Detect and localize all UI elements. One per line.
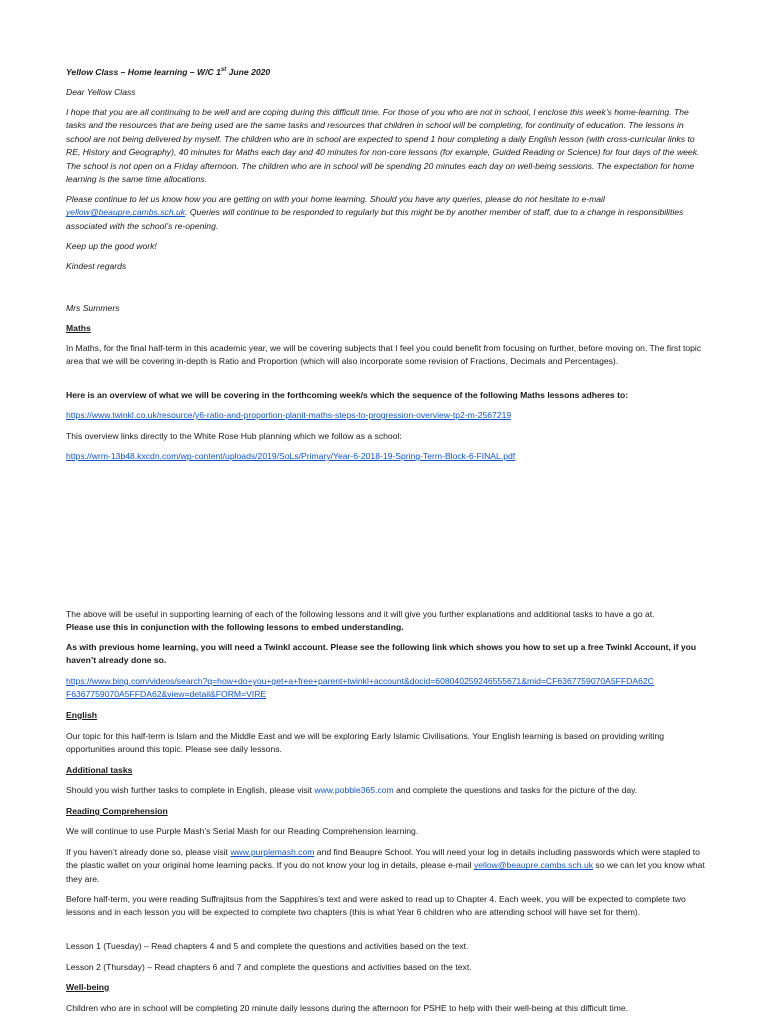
keep-up-line: Keep up the good work! xyxy=(66,241,157,251)
useful-paragraph: The above will be useful in supporting learning of each of the following lessons and it will give you further explanations and additional tasks to have a go at. Please use this in conjunction with the following lessons to embed understanding. xyxy=(66,609,655,633)
reading-heading: Reading Comprehension xyxy=(66,806,168,816)
intro-paragraph: I hope that you are all continuing to be well and are coping during this difficult time. For those of you who are not in school, I enclose this week’s home-learning. The tasks and the resources that are being used are the same tasks and resources that children in school will be completing, for continuity of education. The lessons in school are not being delivered by myself. The children who are in school are expected to spend 1 hour completing a daily English lesson (with cross-curricular links to RE, History and Geography), 40 minutes for Maths each day and 40 minutes for non-core lessons (for example, Guided Reading or Science) for four days of the week. The school is not open on a Friday afternoon. The children who are in school will be spending 20 minutes each day on well-being sessions. The expectation for home learning is the same time allocations. xyxy=(66,107,700,185)
maths-paragraph: In Maths, for the final half-term in this academic year, we will be covering subjects that I feel you could benefit from focusing on further, before moving on. The first topic area that we will be covering in-depth is Ratio and Proportion (which will also incorporate some revision of Fractions, Decimals and Percentages). xyxy=(66,343,702,367)
page-title: Yellow Class – Home learning – W/C 1st June 2020 xyxy=(66,67,271,77)
english-paragraph: Our topic for this half-term is Islam and the Middle East and we will be exploring Early Islamic Civilisations. Your English learning is based on providing writing opportunities around this topic. Please see daily lessons. xyxy=(66,731,665,755)
twinkl-overview-link-row xyxy=(66,409,706,422)
bing-link-row xyxy=(66,675,706,702)
reading-paragraph-2: If you haven’t already done so, please visit www.purplemash.com and find Beaupre School. You will need your log in details including passwords which were stapled to the plastic wallet on your original home learning packs. If you do not know your log in details, please e-mail yellow@beaupre.cambs.sch.uk so we can let you know what they are. xyxy=(66,847,705,884)
bing-video-link[interactable]: https://www.bing.com/videos/search?q=how+do+you+get+a+free+parent+twinkl+account&docid=608040259246555671&mid=CF6367759070A5FFDA62C F6367759070A5FFDA62&view=detail&FORM=VIRE xyxy=(66,676,654,700)
email-link[interactable]: yellow@beaupre.cambs.sch.uk xyxy=(66,207,186,218)
contact-paragraph: Please continue to let us know how you are getting on with your home learning. Should you have any queries, please do not hesitate to e-mail yellow@beaupre.cambs.sch.uk. Queries will continue to be responded to regularly but this might be by another member of staff, due to a change in responsibilities associated with the school’s re-opening. xyxy=(66,194,684,231)
greeting: Dear Yellow Class xyxy=(66,87,136,97)
maths-overview-text: Here is an overview of what we will be covering in the forthcoming week/s which the sequence of the following Maths lessons adheres to: xyxy=(66,390,629,400)
purplemash-link[interactable]: www.purplemash.com xyxy=(230,847,315,857)
twinkl-overview-link[interactable]: https://www.twinkl.co.uk/resource/y6-ratio-and-proportion-planit-maths-steps-to-progression-overview-tp2-m-2567219 xyxy=(66,410,512,420)
additional-tasks-heading: Additional tasks xyxy=(66,765,133,775)
wellbeing-heading: Well-being xyxy=(66,982,110,992)
additional-tasks-paragraph: Should you wish further tasks to complete in English, please visit www.pobble365.com and complete the questions and tasks for the picture of the day. xyxy=(66,785,638,795)
english-heading: English xyxy=(66,710,98,720)
maths-heading: Maths xyxy=(66,323,91,333)
white-rose-text: This overview links directly to the White Rose Hub planning which we follow as a school: xyxy=(66,431,402,441)
white-rose-link-row xyxy=(66,450,706,463)
twinkl-account-text: As with previous home learning, you will need a Twinkl account. Please see the following link which shows you how to set up a free Twinkl Account, if you haven’t already done so. xyxy=(66,642,697,666)
regards-line: Kindest regards xyxy=(66,261,127,271)
reading-paragraph-1: We will continue to use Purple Mash’s Serial Mash for our Reading Comprehension learning. xyxy=(66,826,419,836)
reading-email-link[interactable]: yellow@beaupre.cambs.sch.uk xyxy=(473,860,594,871)
wellbeing-paragraph: Children who are in school will be completing 20 minute daily lessons during the afternoon for PSHE to help with their well-being at this difficult time. xyxy=(66,1003,629,1013)
reading-paragraph-3: Before half-term, you were reading Suffrajitsus from the Sapphires’s text and were asked to read up to Chapter 4. Each week, you will be expected to complete two lessons and in each lesson you will be expected to complete two chapters (this is what Year 6 children who are attending school will have set for them). xyxy=(66,894,686,918)
lesson-2-line: Lesson 2 (Thursday) – Read chapters 6 and 7 and complete the questions and activities based on the text. xyxy=(66,962,472,972)
pobble-link[interactable]: www.pobble365.com xyxy=(314,785,394,795)
signature: Mrs Summers xyxy=(66,303,120,313)
white-rose-link[interactable]: https://wrm-13b48.kxcdn.com/wp-content/uploads/2019/SoLs/Primary/Year-6-2018-19-Spring-Term-Block-6-FINAL.pdf xyxy=(66,451,516,461)
lesson-1-line: Lesson 1 (Tuesday) – Read chapters 4 and 5 and complete the questions and activities based on the text. xyxy=(66,941,469,951)
